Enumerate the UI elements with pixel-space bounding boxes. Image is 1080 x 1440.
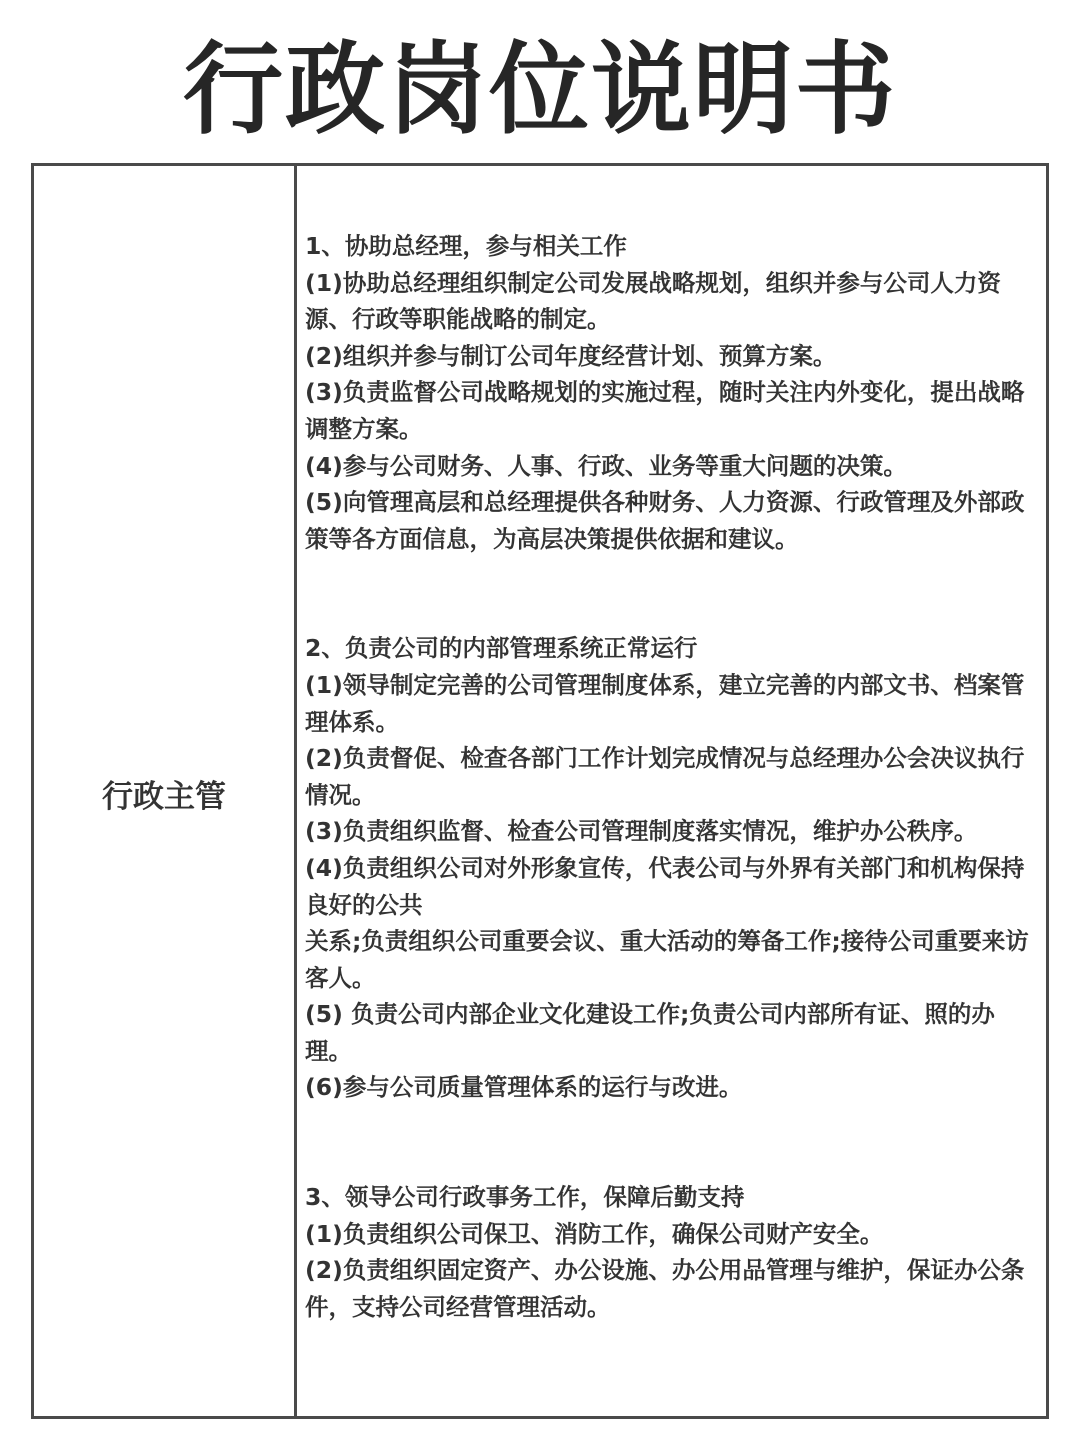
- role-cell: [34, 166, 297, 1416]
- duty-item: (1)领导制定完善的公司管理制度体系，建立完善的内部文书、档案管理体系。: [305, 670, 1025, 736]
- job-description-table: [31, 163, 1049, 1419]
- duty-item: (2)负责组织固定资产、办公设施、办公用品管理与维护，保证办公条件，支持公司经营管理活动。: [305, 1256, 1025, 1321]
- duty-item: (4)参与公司财务、人事、行政、业务等重大问题的决策。: [305, 451, 907, 480]
- duties-cell: [297, 166, 1046, 1416]
- duty-section: [305, 1179, 1036, 1325]
- duty-item: (6)参与公司质量管理体系的运行与改进。: [305, 1073, 743, 1102]
- duty-item: (5) 负责公司内部企业文化建设工作;负责公司内部所有证、照的办理。: [305, 1000, 995, 1065]
- duty-section: [305, 228, 1036, 557]
- duty-item: (3)负责监督公司战略规划的实施过程，随时关注内外变化，提出战略调整方案。: [305, 378, 1025, 443]
- duty-item: (2)负责督促、检查各部门工作计划完成情况与总经理办公会决议执行情况。: [305, 744, 1025, 809]
- section-heading: 1、协助总经理，参与相关工作: [305, 232, 627, 260]
- role-label: 行政主管: [102, 778, 226, 815]
- duty-section: [305, 630, 1036, 1106]
- duty-item: (1)负责组织公司保卫、消防工作，确保公司财产安全。: [305, 1219, 884, 1248]
- duty-item: (3)负责组织监督、检查公司管理制度落实情况，维护办公秩序。: [305, 817, 978, 846]
- page-title: 行政岗位说明书: [183, 31, 897, 148]
- section-heading: 3、领导公司行政事务工作，保障后勤支持: [305, 1183, 745, 1212]
- duty-item: (4)负责组织公司对外形象宣传，代表公司与外界有关部门和机构保持良好的公共 关系;负责组织公司重要会议、重大活动的筹备工作;接待公司重要来访客人。: [305, 853, 1029, 992]
- duty-item: (5)向管理高层和总经理提供各种财务、人力资源、行政管理及外部政策等各方面信息，为高层决策提供依据和建议。: [305, 488, 1025, 553]
- section-heading: 2、负责公司的内部管理系统正常运行: [305, 634, 698, 663]
- duty-item: (1)协助总经理组织制定公司发展战略规划，组织并参与公司人力资源、行政等职能战略的制定。: [305, 268, 1001, 334]
- duty-item: (2)组织并参与制订公司年度经营计划、预算方案。: [305, 341, 837, 370]
